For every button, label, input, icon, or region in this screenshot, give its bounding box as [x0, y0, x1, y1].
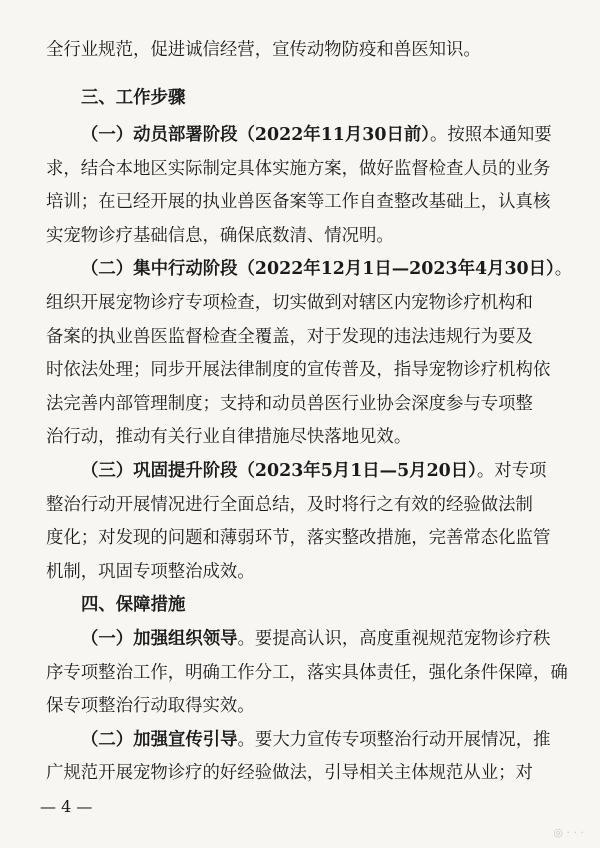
heading-text: 三、工作步骤 [81, 88, 186, 108]
page-number: — 4 — [40, 797, 93, 816]
line-text: 。要提高认识，高度重视规范宠物诊疗秩 [237, 629, 551, 649]
body-line [81, 127, 552, 144]
line-text: 全行业规范，促进诚信经营，宣传动物防疫和兽医知识。 [46, 40, 481, 60]
body-line [46, 564, 255, 581]
body-line [81, 732, 551, 749]
line-text: 治行动，推动有关行业自律措施尽快落地见效。 [46, 427, 412, 447]
body-line [81, 261, 572, 278]
subheading-publicity-guidance: （二）加强宣传引导 [81, 730, 238, 750]
body-line [46, 396, 533, 413]
body-line [46, 497, 533, 514]
line-text: 机制，巩固专项整治成效。 [46, 562, 255, 582]
line-text: 法完善内部管理制度；支持和动员兽医行业协会深度参与专项整 [46, 394, 533, 414]
body-line [81, 631, 551, 648]
line-text: 。按照本通知要 [429, 125, 552, 145]
body-line [46, 161, 550, 178]
watermark: ◎ · · · [553, 826, 584, 839]
body-line [46, 765, 533, 782]
subheading-organization-leadership: （一）加强组织领导 [81, 629, 238, 649]
line-text: 序专项整治工作，明确工作分工，落实具体责任，强化条件保障，确 [46, 663, 568, 683]
body-line [46, 194, 550, 211]
line-text: 保专项整治行动取得实效。 [46, 696, 255, 716]
body-line [46, 42, 481, 59]
section-heading-work-steps [81, 90, 185, 107]
line-text: 。 [554, 259, 573, 279]
body-line [81, 463, 546, 480]
body-line [46, 362, 550, 379]
line-text: 广规范开展宠物诊疗的好经验做法，引导相关主体规范从业；对 [46, 763, 533, 783]
line-text: 时依法处理；同步开展法律制度的宣传普及，指导宠物诊疗机构依 [46, 360, 551, 380]
heading-text: 四、保障措施 [81, 595, 186, 615]
line-text: 度化；对发现的问题和薄弱环节，落实整改措施，完善常态化监管 [46, 528, 551, 548]
line-text: 求，结合本地区实际制定具体实施方案，做好监督检查人员的业务 [46, 159, 551, 179]
line-text: 培训；在已经开展的执业兽医备案等工作自查整改基础上，认真核 [46, 192, 551, 212]
line-text: 。对专项 [476, 461, 547, 481]
line-text: 整治行动开展情况进行全面总结，及时将行之有效的经验做法制 [46, 495, 533, 515]
line-text: 。要大力宣传专项整治行动开展情况，推 [237, 730, 551, 750]
line-text: 备案的执业兽医监督检查全覆盖，对于发现的违法违规行为要及 [46, 327, 533, 347]
body-line [46, 530, 550, 547]
section-heading-safeguards [81, 597, 185, 614]
body-line [46, 429, 411, 446]
subheading-concentrated-action-stage: （二）集中行动阶段（2022年12月1日—2023年4月30日） [81, 259, 555, 279]
line-text: 组织开展宠物诊疗专项检查，切实做到对辖区内宠物诊疗机构和 [46, 293, 533, 313]
line-text: 实宠物诊疗基础信息，确保底数清、情况明。 [46, 226, 394, 246]
body-line [46, 329, 533, 346]
body-line [46, 295, 533, 312]
subheading-consolidation-stage: （三）巩固提升阶段（2023年5月1日—5月20日） [81, 461, 477, 481]
body-line [46, 228, 394, 245]
subheading-mobilization-stage: （一）动员部署阶段（2022年11月30日前） [81, 125, 430, 145]
body-line [46, 665, 568, 682]
body-line [46, 698, 255, 715]
